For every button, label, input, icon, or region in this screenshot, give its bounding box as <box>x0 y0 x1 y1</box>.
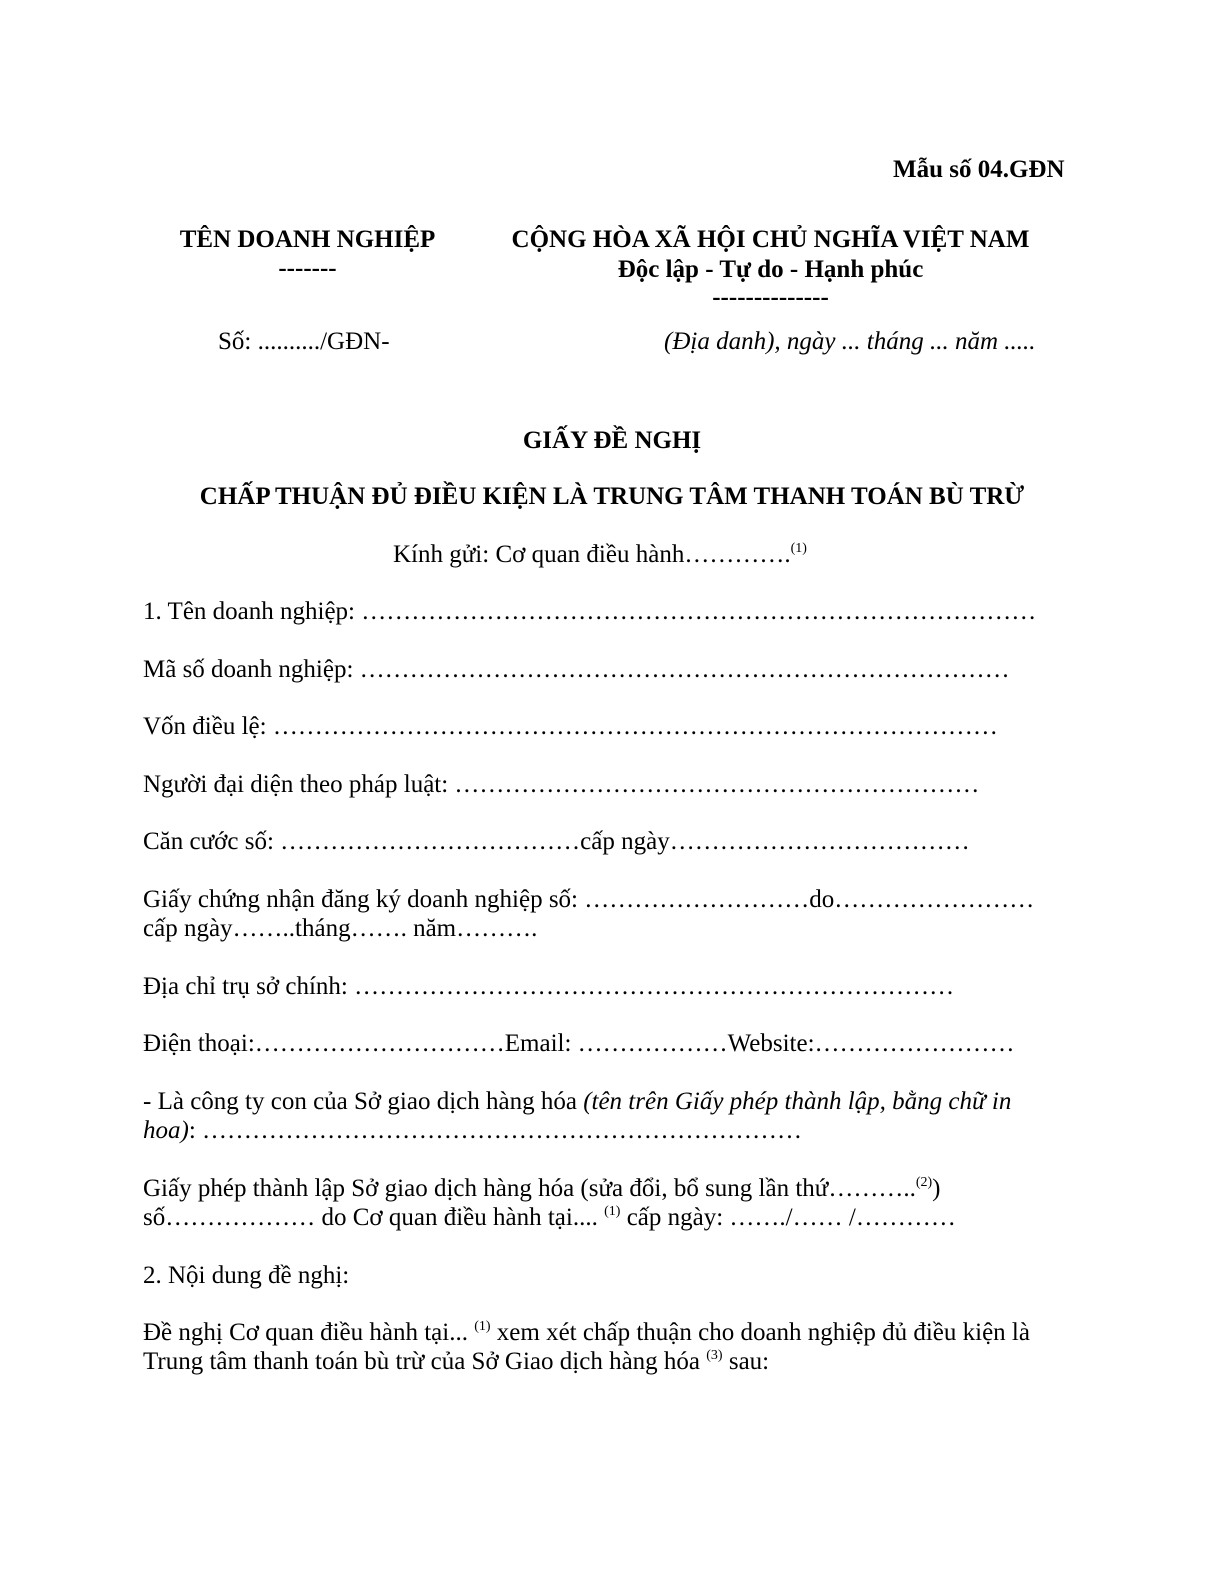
request-text: Đề nghị Cơ quan điều hành tại... <box>143 1319 475 1346</box>
subsidiary-dots: : ……………………………………………………………… <box>188 1117 803 1144</box>
footnote-ref: (1) <box>604 1204 621 1219</box>
company-dashes: ------- <box>278 255 337 282</box>
footnote-ref: (1) <box>790 541 807 556</box>
subsidiary-line-2 <box>143 1116 802 1146</box>
subsidiary-line-1 <box>143 1087 1011 1117</box>
subsidiary-italic: (tên trên Giấy phép thành lập, bằng chữ in <box>583 1088 1012 1115</box>
title-line-1: GIẤY ĐỀ NGHỊ <box>522 427 702 454</box>
document-number: Số: ........../GĐN- <box>218 328 390 355</box>
place-date: (Địa danh), ngày ... tháng ... năm ..... <box>664 328 1036 355</box>
license-text: Giấy phép thành lập Sở giao dịch hàng hóa (sửa đổi, bổ sung lần thứ……….. <box>143 1175 916 1202</box>
field-contact: Điện thoại:…………………………Email: ………………Website:…………………… <box>143 1030 1015 1057</box>
request-line-2 <box>143 1347 769 1377</box>
field-registration-date: cấp ngày……..tháng……. năm………. <box>143 915 538 942</box>
field-registration-certificate: Giấy chứng nhận đăng ký doanh nghiệp số: ………………………do…………………… <box>143 886 1035 913</box>
addressee <box>393 540 807 570</box>
license-line-2 <box>143 1203 956 1233</box>
license-number: số……………… do Cơ quan điều hành tại.... <box>143 1204 605 1231</box>
field-company-name: 1. Tên doanh nghiệp: ……………………………………………………………………… <box>143 598 1037 625</box>
license-close: ) <box>932 1175 941 1202</box>
field-id-card: Căn cước số: ………………………………cấp ngày……………………………… <box>143 828 970 855</box>
form-code: Mẫu số 04.GĐN <box>893 156 1065 183</box>
addressee-text: Kính gửi: Cơ quan điều hành…………. <box>393 541 791 568</box>
section-2-heading: 2. Nội dung đề nghị: <box>143 1262 350 1289</box>
motto-dashes: -------------- <box>712 284 829 311</box>
request-text-2: Trung tâm thanh toán bù trừ của Sở Giao dịch hàng hóa <box>143 1348 707 1375</box>
title-line-2: CHẤP THUẬN ĐỦ ĐIỀU KIỆN LÀ TRUNG TÂM THANH TOÁN BÙ TRỪ <box>199 483 1025 510</box>
request-text-end: xem xét chấp thuận cho doanh nghiệp đủ điều kiện là <box>490 1319 1030 1346</box>
footnote-ref: (2) <box>915 1175 933 1190</box>
field-address: Địa chỉ trụ sở chính: ……………………………………………………………… <box>143 973 955 1000</box>
field-charter-capital: Vốn điều lệ: …………………………………………………………………………… <box>143 713 998 740</box>
motto: Độc lập - Tự do - Hạnh phúc <box>617 256 924 283</box>
license-line-1 <box>143 1174 941 1204</box>
license-date: cấp ngày: ……./…… /………… <box>620 1204 956 1231</box>
subsidiary-prefix: - Là công ty con của Sở giao dịch hàng hóa <box>143 1088 584 1115</box>
country-name: CỘNG HÒA XÃ HỘI CHỦ NGHĨA VIỆT NAM <box>511 226 1030 253</box>
company-name-header: TÊN DOANH NGHIỆP <box>179 226 436 253</box>
field-legal-representative: Người đại diện theo pháp luật: ……………………………………………………… <box>143 771 980 798</box>
request-text-2-end: sau: <box>722 1348 770 1375</box>
request-line-1 <box>143 1318 1030 1348</box>
footnote-ref: (1) <box>474 1319 491 1334</box>
subsidiary-italic-end: hoa) <box>143 1117 189 1144</box>
field-company-code: Mã số doanh nghiệp: …………………………………………………………………… <box>143 656 1010 683</box>
footnote-ref: (3) <box>706 1348 723 1363</box>
